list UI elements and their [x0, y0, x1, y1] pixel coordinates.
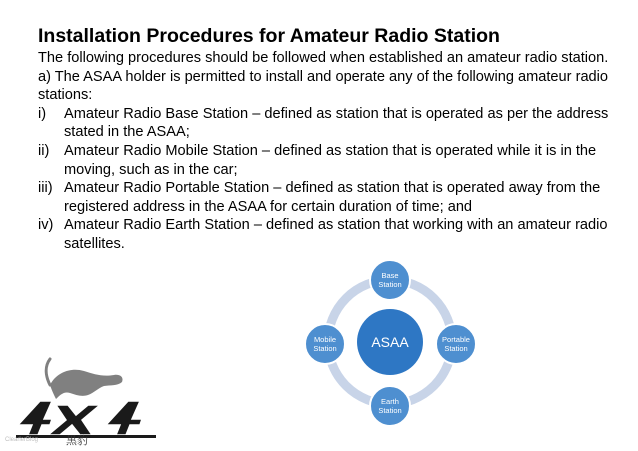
list-item-number: iv): [38, 217, 54, 234]
list-item: [38, 216, 618, 253]
station-type-list: [38, 105, 618, 254]
node-base-station: Base Station: [369, 259, 411, 301]
watermark-caption: ClearlerBlog: [5, 437, 39, 443]
station-cycle-diagram: [295, 252, 485, 437]
node-mobile-station: Mobile Station: [304, 323, 346, 365]
list-item-text: Amateur Radio Portable Station – defined as station that is operated away from the registered address in the ASAA for certain duration of time; and: [64, 180, 601, 215]
list-item-number: ii): [38, 142, 50, 159]
node-portable-station: Portable Station: [435, 323, 477, 365]
list-item-text: Amateur Radio Earth Station – defined as station that working with an amateur radio satellites.: [64, 217, 608, 252]
panther-body-icon: [50, 370, 123, 399]
list-item-text: Amateur Radio Base Station – defined as station that is operated as per the address stated in the ASAA;: [64, 105, 609, 141]
slide-title: Installation Procedures for Amateur Radio Station: [38, 25, 500, 47]
intro-paragraph: The following procedures should be followed when established an amateur radio station.: [38, 50, 609, 66]
node-asaa: ASAA: [357, 309, 423, 375]
slide-body: [38, 49, 618, 254]
list-item: [38, 105, 618, 142]
logo-subtitle: 黑豹: [66, 435, 88, 447]
panther-tail-icon: [46, 359, 50, 385]
list-item-number: i): [38, 105, 47, 122]
list-item-number: iii): [38, 180, 53, 197]
logo-4x4-icon: [18, 401, 142, 435]
lead-paragraph: a) The ASAA holder is permitted to install and operate any of the following amateur radio stations:: [38, 68, 609, 104]
list-item: [38, 179, 618, 216]
list-item: [38, 142, 618, 179]
node-earth-station: Earth Station: [369, 385, 411, 427]
list-item-text: Amateur Radio Mobile Station – defined as station that is operated while it is in the moving, such as in the car;: [64, 142, 597, 178]
